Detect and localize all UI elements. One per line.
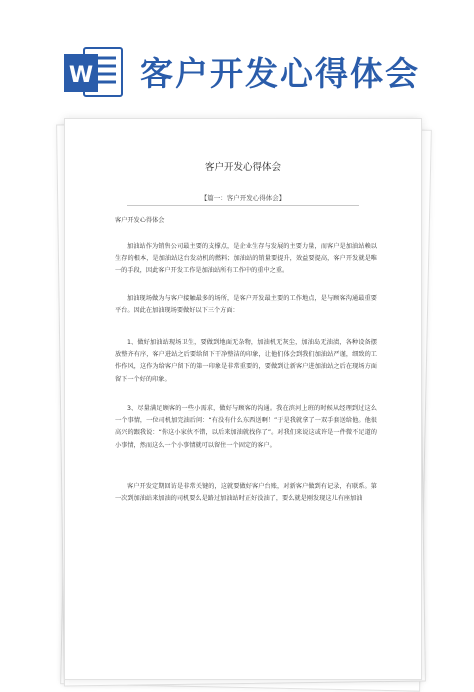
section-heading: 客户开发心得体会 — [115, 217, 165, 224]
paragraph: 加油站作为销售公司最主要的支撑点，是企业生存与发展的主要力量，而客户是加油站赖以生存的根本，是加油站这台发动机的燃料；加油站的销量要提升，效益要提高，客户开发就是唯一的手段，因此客户开发工作是加油站所有工作中的重中之重。 — [115, 243, 377, 275]
word-icon — [64, 44, 124, 100]
paragraph: 客户开发定期回访是非常关键的，这就要做好客户台账，对新客户做到有记录，有联系。第一次到加油站来加油的司机要么是路过加油站时正好没油了，要么就是刚发现这儿有座加油 — [115, 483, 377, 503]
subtitle-rule — [127, 205, 359, 206]
document-preview — [56, 118, 426, 678]
banner — [0, 0, 474, 110]
banner-title: 客户开发心得体会 — [140, 54, 420, 93]
document-subtitle: 【篇一：客户开发心得体会】 — [200, 194, 286, 202]
paragraph: 1、做好加油站现场卫生，要做到地面无杂物，加油机无灰尘，加油岛无油渍，各种设备摆放整齐有序，客户进站之后要给留下干净整洁的印象，让他们体会到我们加油站严谨，细致的工作作风，这作为给客户留下的第一印象是非常重要的，要做到让新客户进加油站之后在现场方面留下一个好的印象。 — [115, 339, 377, 383]
paragraph: 加油现场做为与客户接触最多的场所，是客户开发最主要的工作地点，是与顾客沟通最重要平台。因此在加油现场要做好以下三个方面： — [115, 295, 377, 315]
paper-sheet-front — [64, 118, 422, 680]
word-icon-letter: W — [68, 63, 94, 88]
document-title: 客户开发心得体会 — [204, 162, 281, 173]
document-page — [65, 119, 421, 679]
paragraph: 3、尽量满足顾客的一些小需求，做好与顾客的沟通。我在滨河上班的时候从经理到过这么一个事情，一位司机加完油后问：“有没有什么东西送啊！”于是我就拿了一双手套送给他。他很高兴的跟我说：“你这小家伙不错，以后来加油就找你了”。对我们来说这或许是一件微不足道的小事情，然而这么一个小事情就可以留住一个固定的客户。 — [115, 405, 377, 449]
